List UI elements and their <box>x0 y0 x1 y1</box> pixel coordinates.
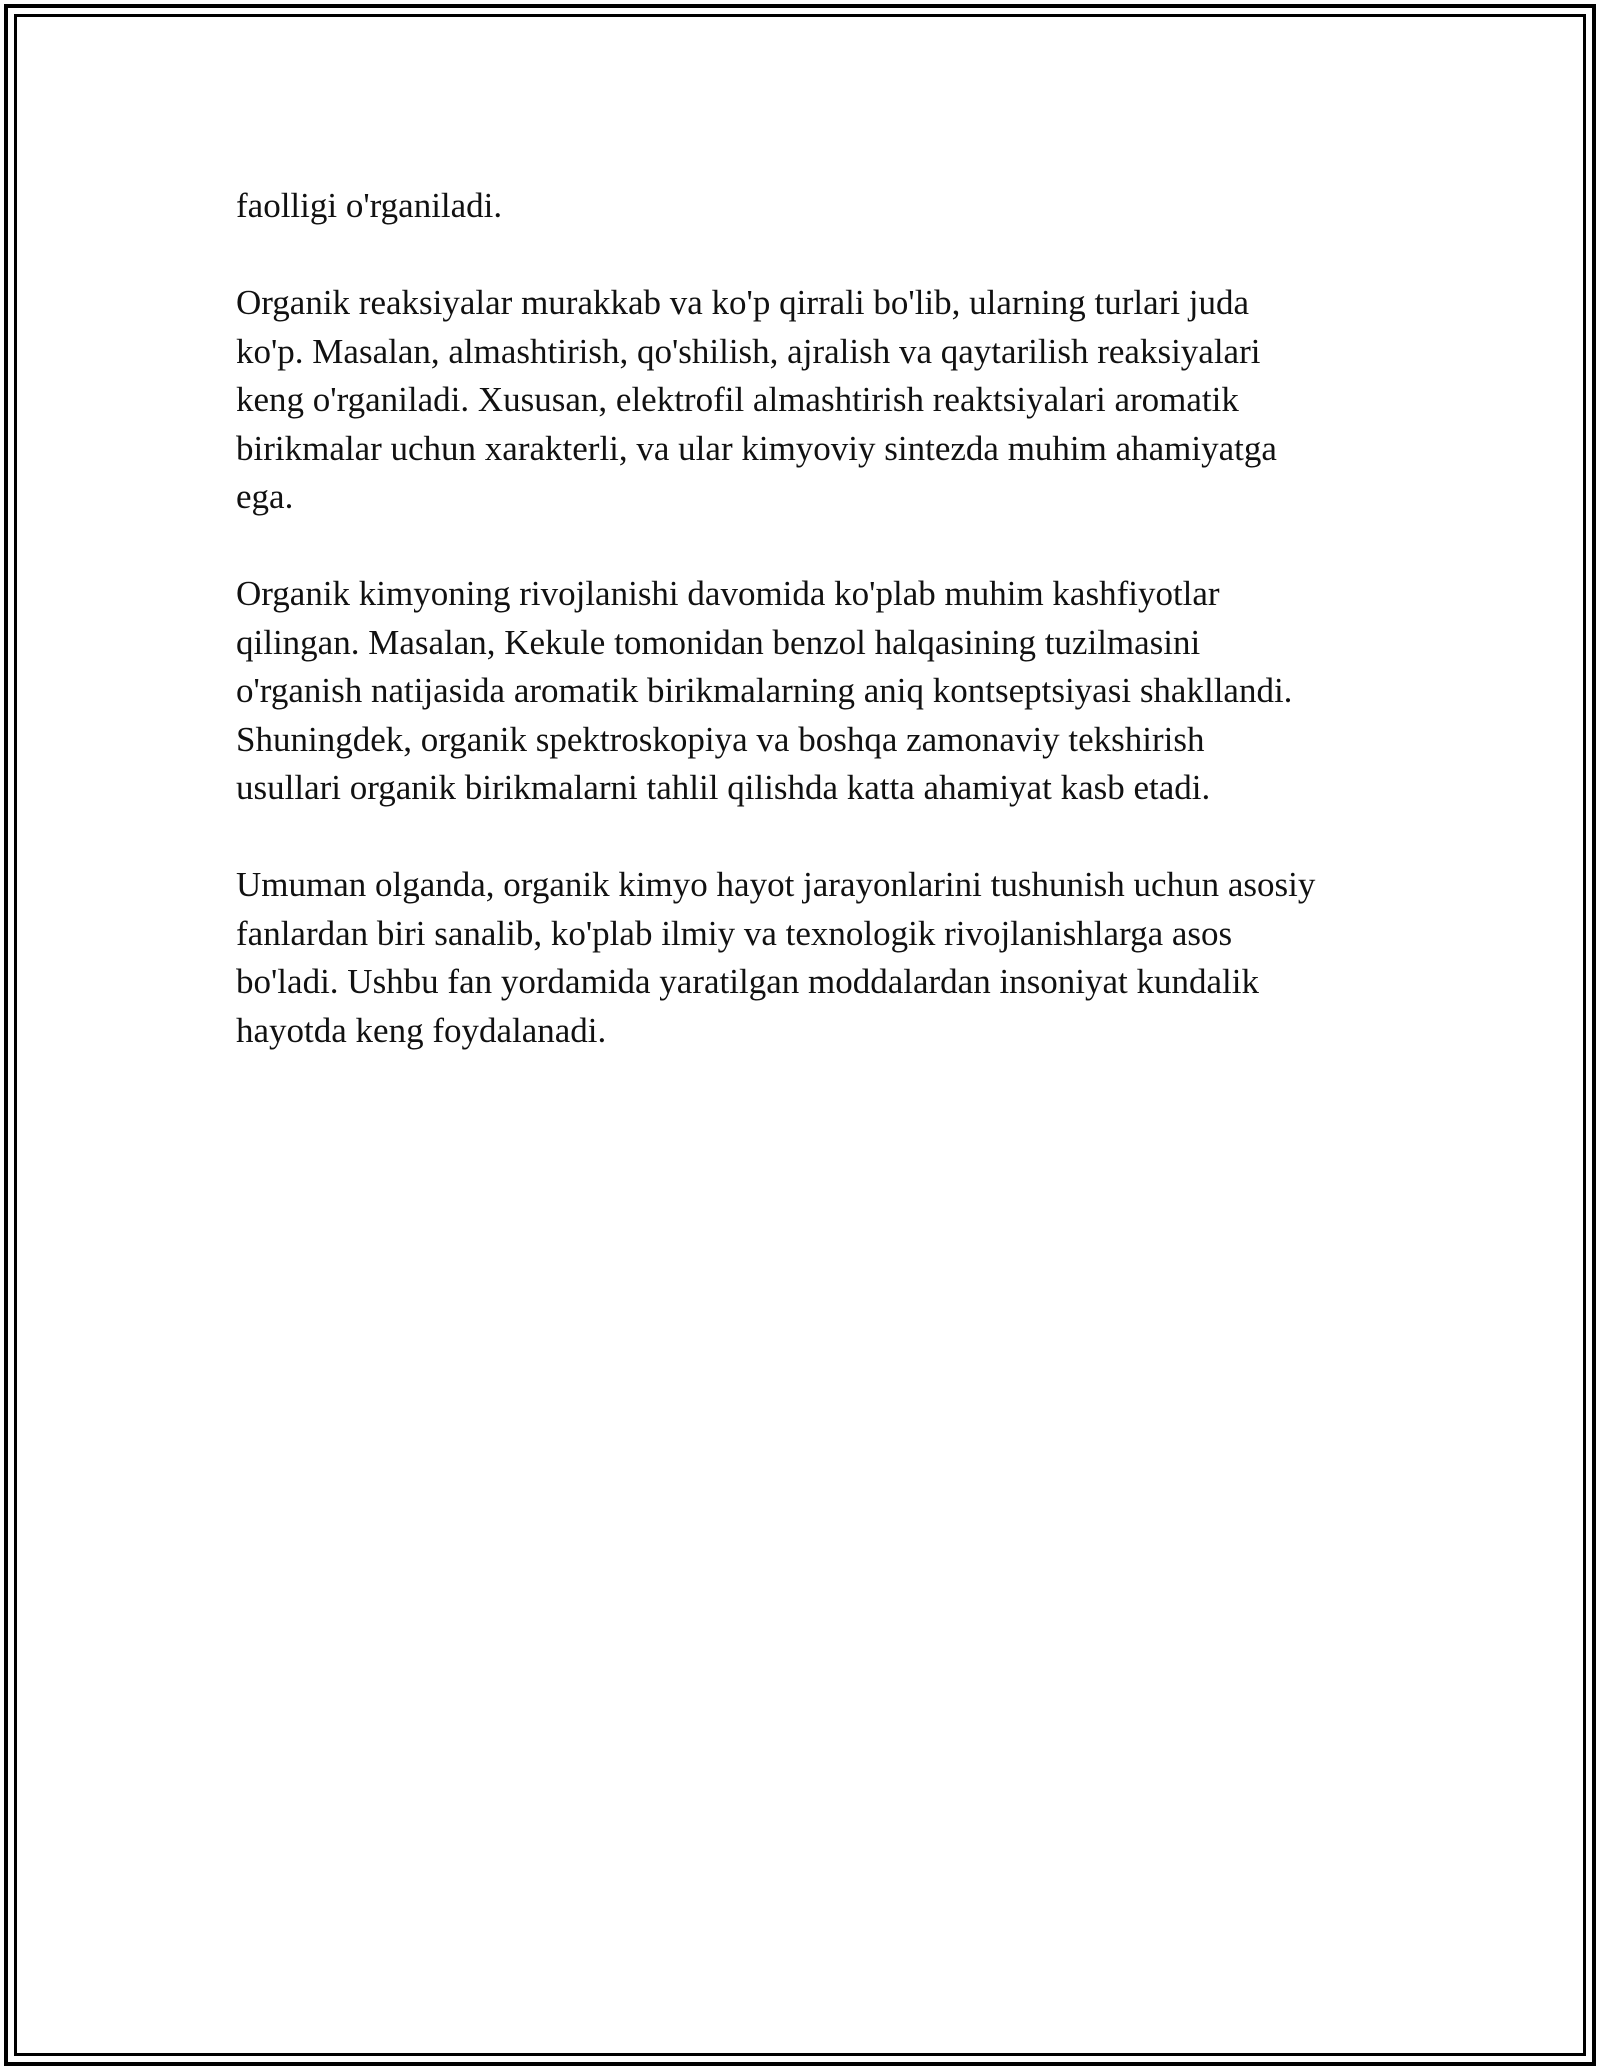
paragraph-4: Umuman olganda, organik kimyo hayot jarayonlarini tushunish uchun asosiy fanlardan biri sanalib, ko'plab ilmiy va texnologik rivojlanishlarga asos bo'ladi. Ushbu fan yordamida yaratilgan moddalardan insoniyat kundalik hayotda keng foydalanadi. <box>236 865 1316 1050</box>
paragraph-1: faolligi o'rganiladi. <box>236 186 503 225</box>
paragraph-3: Organik kimyoning rivojlanishi davomida ko'plab muhim kashfiyotlar qilingan. Masalan, Kekule tomonidan benzol halqasining tuzilmasini o'rganish natijasida aromatik birikmalarning aniq kontseptsiyasi shakllandi. Shuningdek, organik spektroskopiya va boshqa zamonaviy tekshirish usullari organik birikmalarni tahlil qilishda katta ahamiyat kasb etadi. <box>236 574 1293 807</box>
document-body <box>236 182 1396 1104</box>
paragraph-2: Organik reaksiyalar murakkab va ko'p qirrali bo'lib, ularning turlari juda ko'p. Masalan, almashtirish, qo'shilish, ajralish va qaytarilish reaksiyalari keng o'rganiladi. Xususan, elektrofil almashtirish reaktsiyalari aromatik birikmalar uchun xarakterli, va ular kimyoviy sintezda muhim ahamiyatga ega. <box>236 283 1277 516</box>
